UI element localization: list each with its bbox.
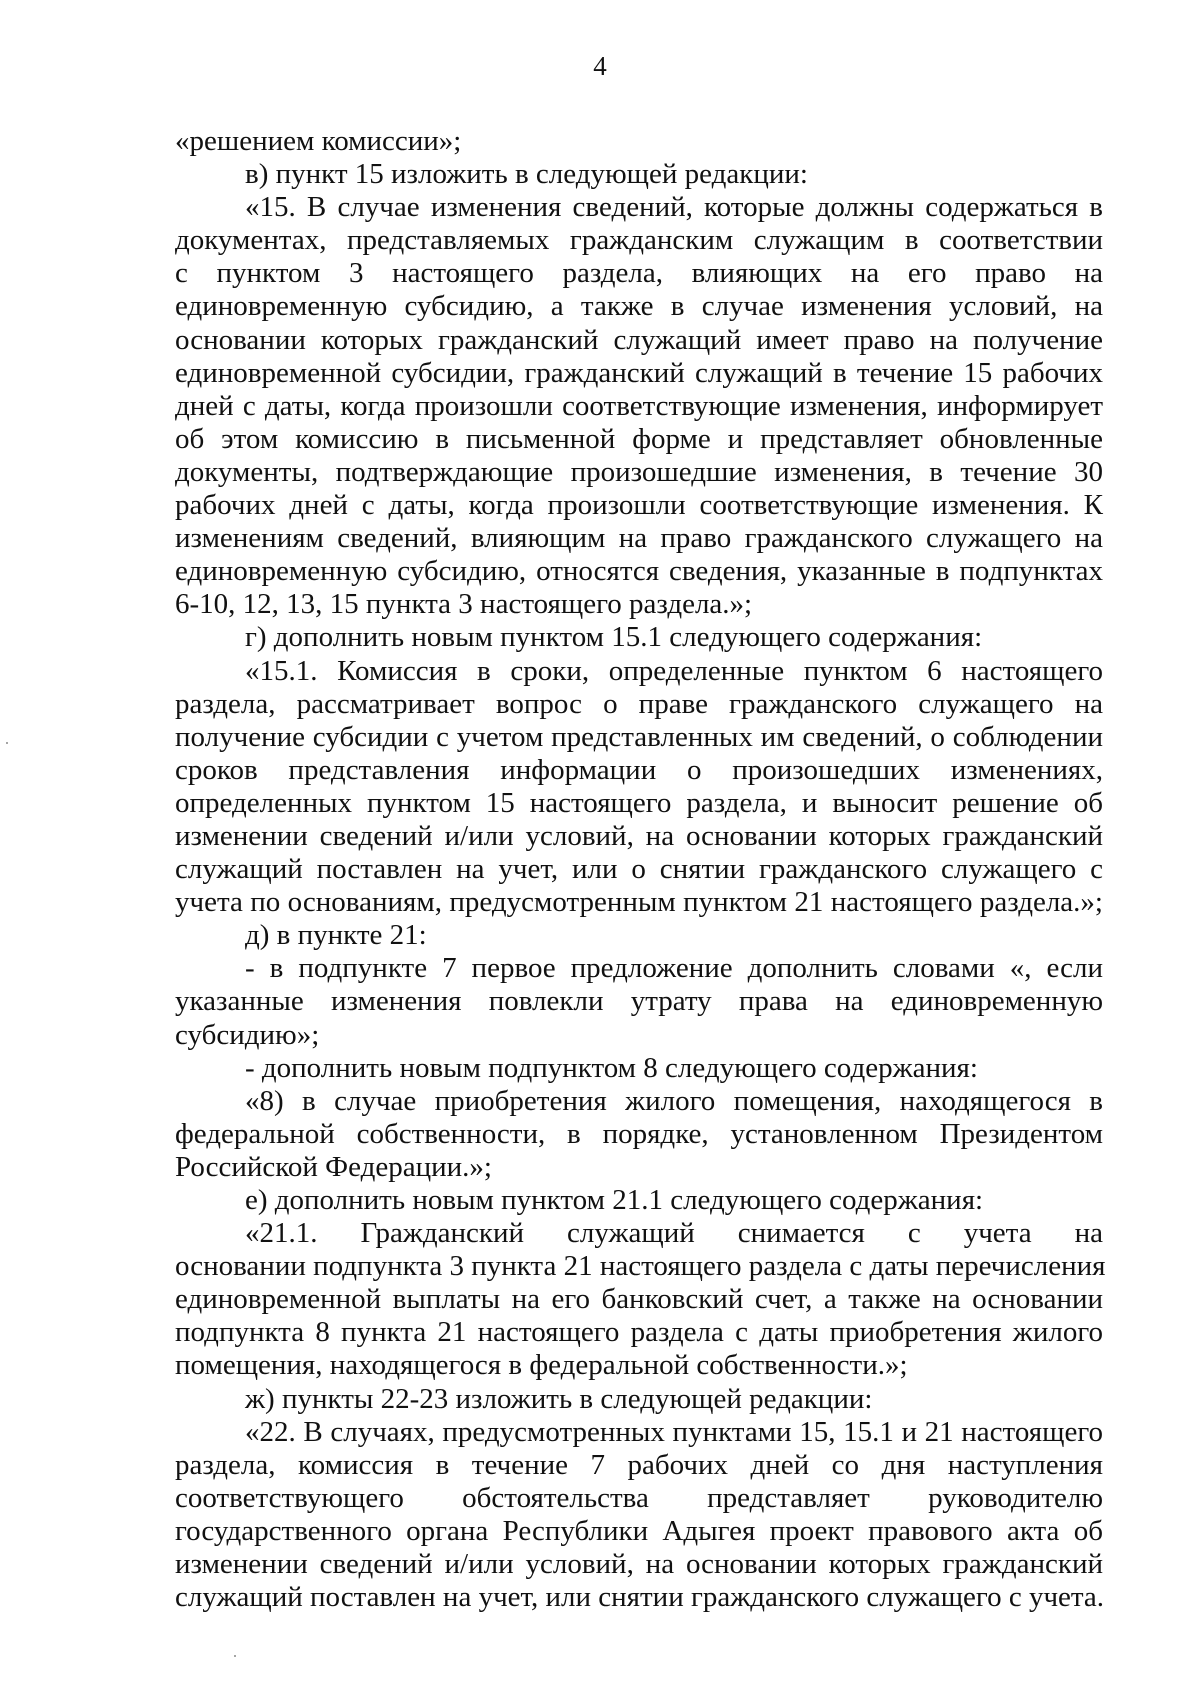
text-line: субсидию»; — [175, 1018, 320, 1051]
text-line: получение субсидии с учетом представленных им сведений, о соблюдении — [175, 720, 1103, 753]
text-line: государственного органа Республики Адыгея проект правового акта об — [175, 1514, 1103, 1547]
text-line: - дополнить новым подпунктом 8 следующего содержания: — [245, 1051, 978, 1084]
text-line: д) в пункте 21: — [245, 919, 427, 952]
text-line: единовременной субсидии, гражданский служащий в течение 15 рабочих — [175, 356, 1103, 389]
text-line: 6-10, 12, 13, 15 пункта 3 настоящего раздела.»; — [175, 588, 753, 621]
text-line: «15. В случае изменения сведений, которые должны содержаться в — [245, 191, 1103, 224]
text-line: «8) в случае приобретения жилого помещения, находящегося в — [245, 1084, 1103, 1117]
text-line: с пунктом 3 настоящего раздела, влияющих на его право на — [175, 257, 1103, 290]
text-line: единовременной выплаты на его банковский счет, а также на основании — [175, 1283, 1103, 1316]
page-number: 4 — [593, 51, 607, 81]
scan-speck — [234, 1655, 236, 1657]
text-line: рабочих дней с даты, когда произошли соответствующие изменения. К — [175, 489, 1103, 522]
text-line: в) пункт 15 изложить в следующей редакции: — [245, 158, 808, 191]
text-line: основании подпункта 3 пункта 21 настоящего раздела с даты перечисления — [175, 1250, 1106, 1283]
text-line: определенных пунктом 15 настоящего раздела, и выносит решение об — [175, 786, 1103, 819]
text-line: документы, подтверждающие произошедшие изменения, в течение 30 — [175, 455, 1103, 488]
text-line: единовременную субсидию, а также в случае изменения условий, на — [175, 290, 1103, 323]
text-line: ж) пункты 22-23 изложить в следующей редакции: — [245, 1382, 873, 1415]
text-line: раздела, рассматривает вопрос о праве гражданского служащего на — [175, 687, 1103, 720]
text-line: соответствующего обстоятельства представляет руководителю — [175, 1481, 1103, 1514]
text-line: дней с даты, когда произошли соответствующие изменения, информирует — [175, 389, 1103, 422]
text-line: указанные изменения повлекли утрату права на единовременную — [175, 985, 1103, 1018]
text-line: служащий поставлен на учет, или снятии гражданского служащего с учета. — [175, 1581, 1105, 1614]
text-line: основании которых гражданский служащий имеет право на получение — [175, 323, 1103, 356]
text-line: «решением комиссии»; — [175, 125, 462, 157]
text-line: Российской Федерации.»; — [175, 1150, 492, 1183]
scan-speck — [6, 742, 8, 744]
text-line: служащий поставлен на учет, или о снятии гражданского служащего с — [175, 853, 1103, 886]
text-line: «15.1. Комиссия в сроки, определенные пунктом 6 настоящего — [245, 654, 1103, 687]
text-line: «21.1. Гражданский служащий снимается с учета на — [245, 1217, 1103, 1250]
text-line: сроков представления информации о произошедших изменениях, — [175, 753, 1103, 786]
text-line: г) дополнить новым пунктом 15.1 следующего содержания: — [245, 621, 983, 654]
text-line: документах, представляемых гражданским служащим в соответствии — [175, 224, 1103, 257]
text-line: - в подпункте 7 первое предложение дополнить словами «, если — [245, 952, 1103, 985]
text-line: подпункта 8 пункта 21 настоящего раздела с даты приобретения жилого — [175, 1316, 1103, 1349]
text-line: единовременную субсидию, относятся сведения, указанные в подпунктах — [175, 555, 1103, 588]
text-line: раздела, комиссия в течение 7 рабочих дней со дня наступления — [175, 1448, 1103, 1481]
text-line: изменениям сведений, влияющим на право гражданского служащего на — [175, 522, 1103, 555]
text-line: «22. В случаях, предусмотренных пунктами 15, 15.1 и 21 настоящего — [245, 1415, 1103, 1448]
text-line: изменении сведений и/или условий, на основании которых гражданский — [175, 819, 1103, 852]
text-line: об этом комиссию в письменной форме и представляет обновленные — [175, 422, 1103, 455]
text-line: е) дополнить новым пунктом 21.1 следующего содержания: — [245, 1184, 984, 1216]
text-line: федеральной собственности, в порядке, установленном Президентом — [175, 1117, 1103, 1150]
document-body — [175, 125, 1106, 1614]
text-line: учета по основаниям, предусмотренным пунктом 21 настоящего раздела.»; — [175, 886, 1103, 919]
text-line: изменении сведений и/или условий, на основании которых гражданский — [175, 1548, 1103, 1581]
text-line: помещения, находящегося в федеральной собственности.»; — [175, 1349, 908, 1382]
